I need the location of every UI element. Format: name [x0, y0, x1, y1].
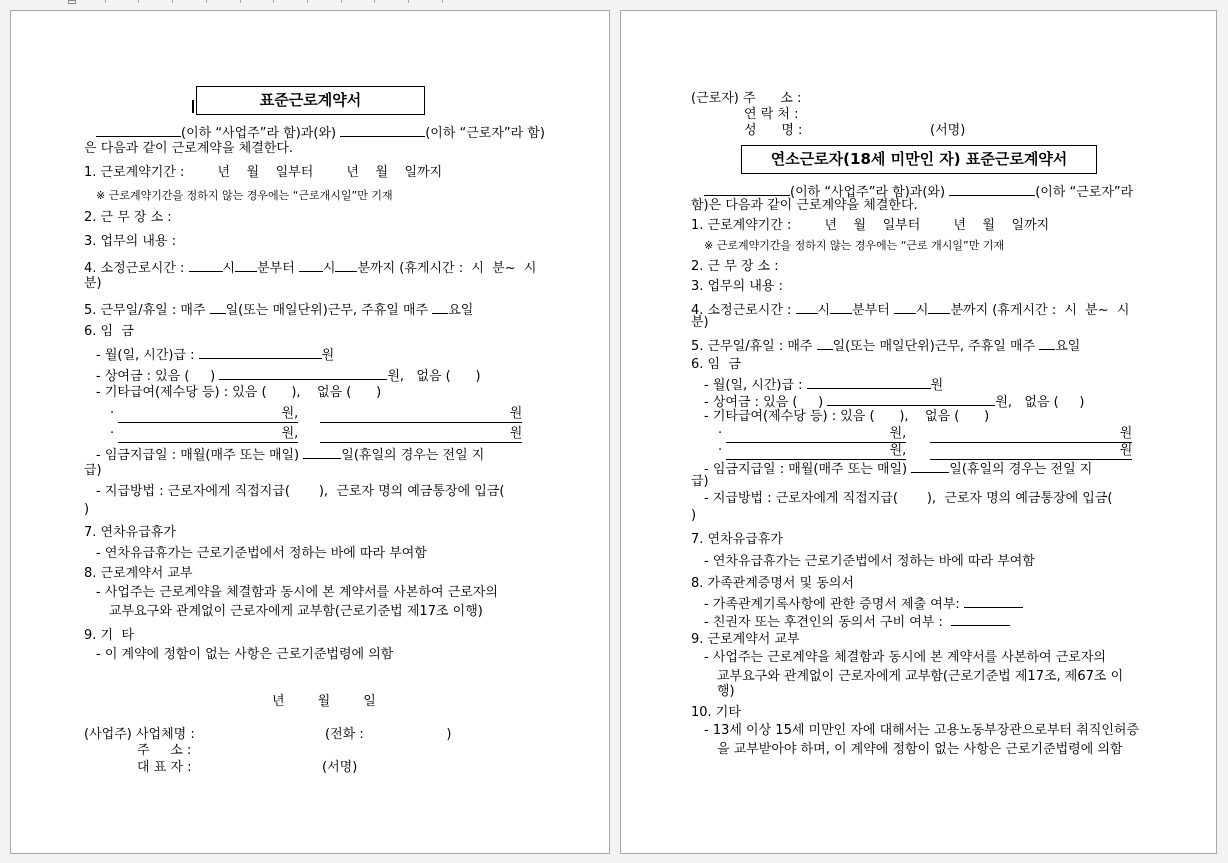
intro-line: (이하 “사업주”라 함)과(와) (이하 “근로자”라 함): [96, 123, 545, 139]
other-allowance-row: · 원, 원: [110, 406, 523, 421]
guardian-consent-detail: - 친권자 또는 후견인의 동의서 구비 여부 :: [704, 612, 1010, 628]
wage-bonus: - 상여금 : 있음 ( ) 원, 없음 ( ): [704, 392, 1084, 408]
item-family-certificate: 8. 가족관계증명서 및 동의서: [691, 576, 854, 591]
item-contract-period: 1. 근로계약기간 : 년 월 일부터 년 월 일까지: [84, 165, 443, 180]
wage-other: - 기타급여(제수당 등) : 있음 ( ), 없음 ( ): [96, 385, 382, 400]
delivery-detail-2: 교부요구와 관계없이 근로자에게 교부함(근로기준법 제17조 이행): [109, 604, 483, 619]
worker-name: 성 명 :: [744, 123, 803, 138]
item-job-description: 3. 업무의 내용 :: [691, 279, 783, 294]
employer-business-name: (사업주) 사업체명 :: [84, 727, 195, 742]
intro-line: (이하 “사업주”라 함)과(와) (이하 “근로자”라: [704, 182, 1133, 198]
item-workplace: 2. 근 무 장 소 :: [84, 210, 172, 225]
minor-contract-title: 연소근로자(18세 미만인 자) 표준근로계약서: [741, 145, 1097, 174]
other-allowance-row: · 원, 원: [110, 426, 523, 441]
other-allowance-row: · 원, 원: [718, 426, 1133, 441]
other-allowance-row: · 원, 원: [718, 443, 1133, 458]
intro-line-2: 은 다음과 같이 근로계약을 체결한다.: [84, 141, 294, 156]
payday-wrap: 급): [691, 474, 709, 489]
item-workdays: 5. 근무일/휴일 : 매주 일(또는 매일단위)근무, 주휴일 매주 요일: [691, 336, 1080, 352]
item-working-hours: 4. 소정근로시간 : 시 분부터 시 분까지 (휴게시간 : 시 분~ 시: [84, 258, 563, 274]
wage-other: - 기타급여(제수당 등) : 있음 ( ), 없음 ( ): [704, 409, 990, 424]
ruler: [0, 0, 620, 4]
delivery-detail-3: 행): [717, 684, 735, 699]
other-detail-2: 을 교부받아야 하며, 이 계약에 정함이 없는 사항은 근로기준법령에 의함: [717, 742, 1123, 757]
item-contract-delivery: 8. 근로계약서 교부: [84, 566, 193, 581]
delivery-detail-2: 교부요구와 관계없이 근로자에게 교부함(근로기준법 제17조, 제67조 이: [717, 669, 1124, 684]
intro-line-2: 함)은 다음과 같이 근로계약을 체결한다.: [691, 198, 918, 213]
contract-period-note: ※ 근로계약기간을 정하지 않는 경우에는 “근로 개시일”만 기재: [704, 239, 1005, 252]
item-wages: 6. 임 금: [691, 357, 741, 372]
item-contract-period: 1. 근로계약기간 : 년 월 일부터 년 월 일까지: [691, 218, 1050, 233]
employer-address: 주 소 :: [137, 743, 192, 758]
wage-monthly: - 월(일, 시간)급 : 원: [704, 375, 943, 391]
wage-payday: - 임금지급일 : 매월(매주 또는 매일) 일(휴일의 경우는 전일 지: [704, 459, 1092, 475]
contract-period-note: ※ 근로계약기간을 정하지 않는 경우에는 “근로개시일”만 기재: [96, 189, 393, 202]
item-contract-delivery: 9. 근로계약서 교부: [691, 632, 800, 647]
method-wrap: ): [84, 502, 90, 517]
working-hours-wrap: 분): [84, 276, 102, 291]
worker-contact: 연 락 처 :: [744, 107, 799, 122]
wage-monthly: - 월(일, 시간)급 : 원: [96, 345, 334, 361]
item-other: 10. 기타: [691, 705, 741, 720]
signing-date: 년 월 일: [272, 694, 376, 709]
item-working-hours: 4. 소정근로시간 : 시 분부터 시 분까지 (휴게시간 : 시 분~ 시: [691, 300, 1129, 316]
other-detail: - 13세 이상 15세 미만인 자에 대해서는 고용노동부장관으로부터 취직인허증: [704, 723, 1140, 738]
employer-phone: (전화 : ): [325, 727, 452, 742]
delivery-detail: - 사업주는 근로계약을 체결함과 동시에 본 계약서를 사본하여 근로자의: [704, 650, 1106, 665]
employer-signature: (서명): [322, 760, 358, 775]
method-wrap: ): [691, 508, 697, 523]
payday-wrap: 급): [84, 463, 102, 478]
worker-signature: (서명): [930, 123, 966, 138]
wage-payday: - 임금지급일 : 매월(매주 또는 매일) 일(휴일의 경우는 전일 지: [96, 445, 563, 461]
text-cursor: [192, 100, 194, 113]
document-title: 표준근로계약서: [196, 86, 425, 115]
item-other: 9. 기 타: [84, 628, 134, 643]
item-annual-leave: 7. 연차유급휴가: [691, 532, 783, 547]
family-certificate-detail: - 가족관계기록사항에 관한 증명서 제출 여부:: [704, 594, 1023, 610]
delivery-detail: - 사업주는 근로계약을 체결함과 동시에 본 계약서를 사본하여 근로자의: [96, 585, 498, 600]
item-wages: 6. 임 금: [84, 324, 134, 339]
other-detail: - 이 계약에 정함이 없는 사항은 근로기준법령에 의함: [96, 647, 394, 662]
annual-leave-detail: - 연차유급휴가는 근로기준법에서 정하는 바에 따라 부여함: [96, 546, 427, 561]
worker-address: (근로자) 주 소 :: [691, 91, 802, 106]
employer-representative: 대 표 자 :: [137, 760, 192, 775]
working-hours-wrap: 분): [691, 315, 709, 330]
item-job-description: 3. 업무의 내용 :: [84, 234, 176, 249]
wage-method: - 지급방법 : 근로자에게 직접지급( ), 근로자 명의 예금통장에 입금(: [704, 491, 1113, 506]
annual-leave-detail: - 연차유급휴가는 근로기준법에서 정하는 바에 따라 부여함: [704, 554, 1035, 569]
item-annual-leave: 7. 연차유급휴가: [84, 525, 176, 540]
item-workplace: 2. 근 무 장 소 :: [691, 259, 779, 274]
item-workdays: 5. 근무일/휴일 : 매주 일(또는 매일단위)근무, 주휴일 매주 요일: [84, 300, 473, 316]
wage-bonus: - 상여금 : 있음 ( ) 원, 없음 ( ): [96, 366, 481, 382]
wage-method: - 지급방법 : 근로자에게 직접지급( ), 근로자 명의 예금통장에 입금(: [96, 484, 505, 499]
